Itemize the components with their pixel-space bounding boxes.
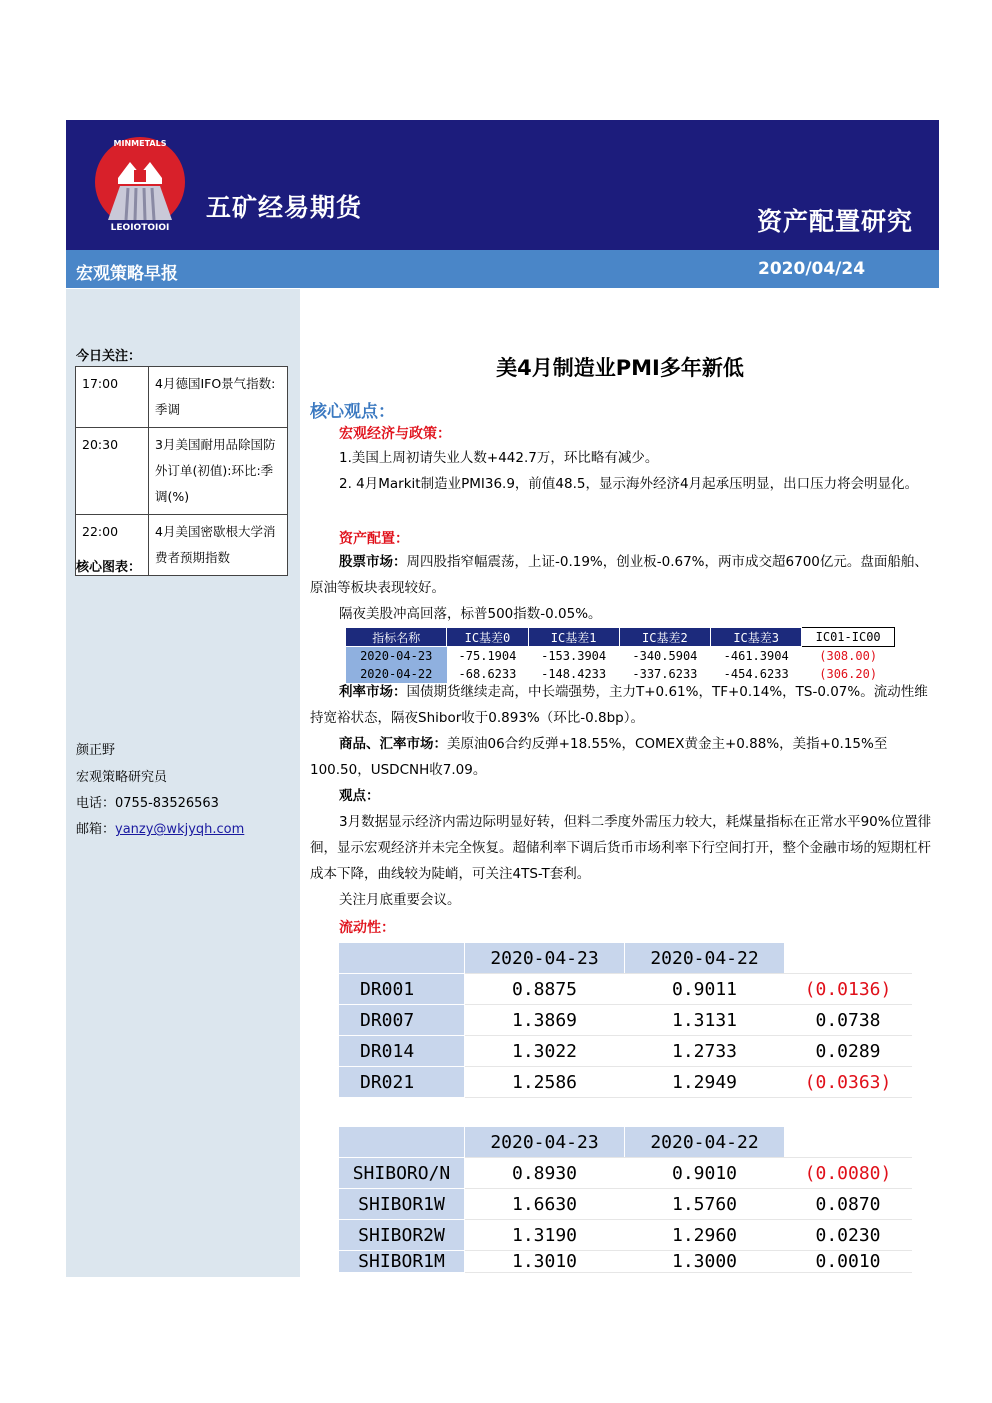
report-type: 宏观策略早报 [76, 264, 178, 284]
header-cell: IC基差3 [711, 628, 802, 647]
header-cell: 2020-04-22 [625, 943, 785, 974]
header-cell [339, 943, 465, 974]
author-email-row [76, 818, 244, 837]
macro-point-2: 2. 4月Markit制造业PMI36.9，前值48.5，显示海外经济4月起承压明显，出口压力将会明显化。 [339, 476, 919, 492]
report-type-bar [66, 250, 939, 288]
cell [785, 1098, 912, 1129]
table-row [76, 367, 288, 428]
table-row [339, 1005, 912, 1036]
header-cell [785, 943, 912, 974]
header-cell: IC基差2 [619, 628, 710, 647]
report-date: 2020/04/24 [758, 259, 866, 279]
cell: SHIBOR2W [339, 1220, 465, 1251]
cell: 1.3131 [625, 1005, 785, 1036]
header-cell: IC01-IC00 [802, 628, 895, 647]
cell [465, 1098, 625, 1129]
table-row [339, 1067, 912, 1098]
cell: (0.0136) [785, 974, 912, 1005]
table-row [339, 1251, 912, 1273]
cell: DR014 [339, 1036, 465, 1067]
cell: (0.0080) [785, 1158, 912, 1189]
schedule-table [75, 366, 288, 576]
table-header-row [346, 628, 895, 647]
cell: -454.6233 [711, 665, 802, 683]
cell: SHIBORO/N [339, 1158, 465, 1189]
header-cell: 2020-04-23 [465, 1127, 625, 1158]
schedule-time: 17:00 [76, 367, 149, 428]
header-cell: IC基差0 [447, 628, 528, 647]
cell: 1.2960 [625, 1220, 785, 1251]
schedule-time: 20:30 [76, 428, 149, 515]
company-name: 五矿经易期货 [206, 193, 363, 222]
table-header-row [339, 1127, 912, 1158]
page-title: 美4月制造业PMI多年新低 [496, 356, 744, 380]
table-row [339, 1158, 912, 1189]
header-cell: IC基差1 [528, 628, 619, 647]
cell: 1.3190 [465, 1220, 625, 1251]
ic-basis-table [345, 627, 895, 683]
header-cell: 2020-04-22 [625, 1127, 785, 1158]
cell: (0.0363) [785, 1067, 912, 1098]
cell: 1.6630 [465, 1189, 625, 1220]
email-label: 邮箱： [76, 822, 116, 837]
fx-paragraph: 商品、汇率市场：美原油06合约反弹+18.55%，COMEX黄金主+0.88%，美指+0.15%至100.50，USDCNH收7.09。 [310, 736, 888, 778]
cell: 0.0289 [785, 1036, 912, 1067]
cell: (308.00) [802, 647, 895, 666]
table-row [339, 1036, 912, 1067]
cell: 1.2586 [465, 1067, 625, 1098]
us-stock-paragraph: 隔夜美股冲高回落，标普500指数-0.05%。 [339, 606, 602, 622]
cell: DR021 [339, 1067, 465, 1098]
cell: 0.8875 [465, 974, 625, 1005]
cell [339, 1098, 465, 1129]
cell: 1.3022 [465, 1036, 625, 1067]
author-phone: 电话：0755-83526563 [76, 796, 219, 811]
cell: 1.3000 [625, 1251, 785, 1273]
schedule-event: 3月美国耐用品除国防外订单(初值):环比:季调(%) [149, 428, 288, 515]
cell: 0.0010 [785, 1251, 912, 1273]
schedule-time: 22:00 [76, 515, 149, 576]
cell: 1.2733 [625, 1036, 785, 1067]
meeting-paragraph: 关注月底重要会议。 [339, 892, 461, 908]
header-cell [339, 1127, 465, 1158]
shibor-rate-table [338, 1126, 912, 1273]
macro-point-1: 1.美国上周初请失业人数+442.7万，环比略有减少。 [339, 450, 659, 466]
table-row [339, 974, 912, 1005]
cell: DR001 [339, 974, 465, 1005]
cell: 1.3010 [465, 1251, 625, 1273]
cell: 0.0870 [785, 1189, 912, 1220]
header-cell: 2020-04-23 [465, 943, 625, 974]
cell: 2020-04-22 [346, 665, 447, 683]
cell: SHIBOR1M [339, 1251, 465, 1273]
cell: (306.20) [802, 665, 895, 683]
cell: 1.5760 [625, 1189, 785, 1220]
core-view-heading: 核心观点： [310, 402, 395, 422]
cell: -153.3904 [528, 647, 619, 666]
cell [625, 1098, 785, 1129]
cell: 0.0230 [785, 1220, 912, 1251]
table-row [339, 1189, 912, 1220]
macro-heading: 宏观经济与政策： [339, 426, 451, 442]
research-title: 资产配置研究 [756, 207, 913, 236]
schedule-event: 4月德国IFO景气指数:季调 [149, 367, 288, 428]
cell: -461.3904 [711, 647, 802, 666]
rate-paragraph: 利率市场：国债期货继续走高，中长端强势，主力T+0.61%，TF+0.14%，TS-0.07%。流动性维持宽裕状态，隔夜Shibor收于0.893%（环比-0.8bp）。 [310, 684, 928, 726]
sidebar [66, 289, 300, 1277]
cell: 1.3869 [465, 1005, 625, 1036]
table-header-row [339, 943, 912, 974]
today-focus-label: 今日关注： [76, 349, 142, 364]
cell: 0.9010 [625, 1158, 785, 1189]
cell: -337.6233 [619, 665, 710, 683]
cell: -340.5904 [619, 647, 710, 666]
header-cell: 指标名称 [346, 628, 447, 647]
table-row [339, 1220, 912, 1251]
header-banner [66, 120, 939, 250]
cell: SHIBOR1W [339, 1189, 465, 1220]
minmetals-logo [90, 134, 190, 234]
cell: 2020-04-23 [346, 647, 447, 666]
cell: 1.2949 [625, 1067, 785, 1098]
author-name: 颜正野 [76, 743, 116, 758]
stock-paragraph: 股票市场：周四股指窄幅震荡，上证-0.19%，创业板-0.67%，两市成交超6700亿元。盘面船舶、原油等板块表现较好。 [310, 554, 928, 596]
dr-rate-table [338, 942, 912, 1129]
table-row [76, 428, 288, 515]
view-paragraph: 3月数据显示经济内需边际明显好转，但料二季度外需压力较大，耗煤量指标在正常水平90%位置徘徊，显示宏观经济并未完全恢复。超储利率下调后货币市场利率下行空间打开，整个金融市场的短期杠杆成本下降，曲线较为陡峭，可关注4TS-T套利。 [310, 814, 932, 882]
cell: -75.1904 [447, 647, 528, 666]
cell: 0.8930 [465, 1158, 625, 1189]
table-row [346, 647, 895, 666]
table-row [339, 1098, 912, 1129]
author-role: 宏观策略研究员 [76, 770, 168, 785]
liquidity-heading: 流动性： [339, 920, 395, 936]
cell: DR007 [339, 1005, 465, 1036]
cell: -68.6233 [447, 665, 528, 683]
cell: 0.9011 [625, 974, 785, 1005]
cell: 0.0738 [785, 1005, 912, 1036]
core-charts-label: 核心图表： [76, 560, 142, 575]
schedule-event: 4月美国密歇根大学消费者预期指数 [149, 515, 288, 576]
cell: -148.4233 [528, 665, 619, 683]
email-link[interactable]: yanzy@wkjyqh.com [115, 822, 245, 837]
svg-text:LEOIOTOIOI: LEOIOTOIOI [110, 223, 170, 233]
asset-heading: 资产配置： [339, 531, 409, 547]
header-cell [785, 1127, 912, 1158]
view-heading: 观点： [339, 788, 380, 804]
svg-text:MINMETALS: MINMETALS [113, 139, 167, 148]
